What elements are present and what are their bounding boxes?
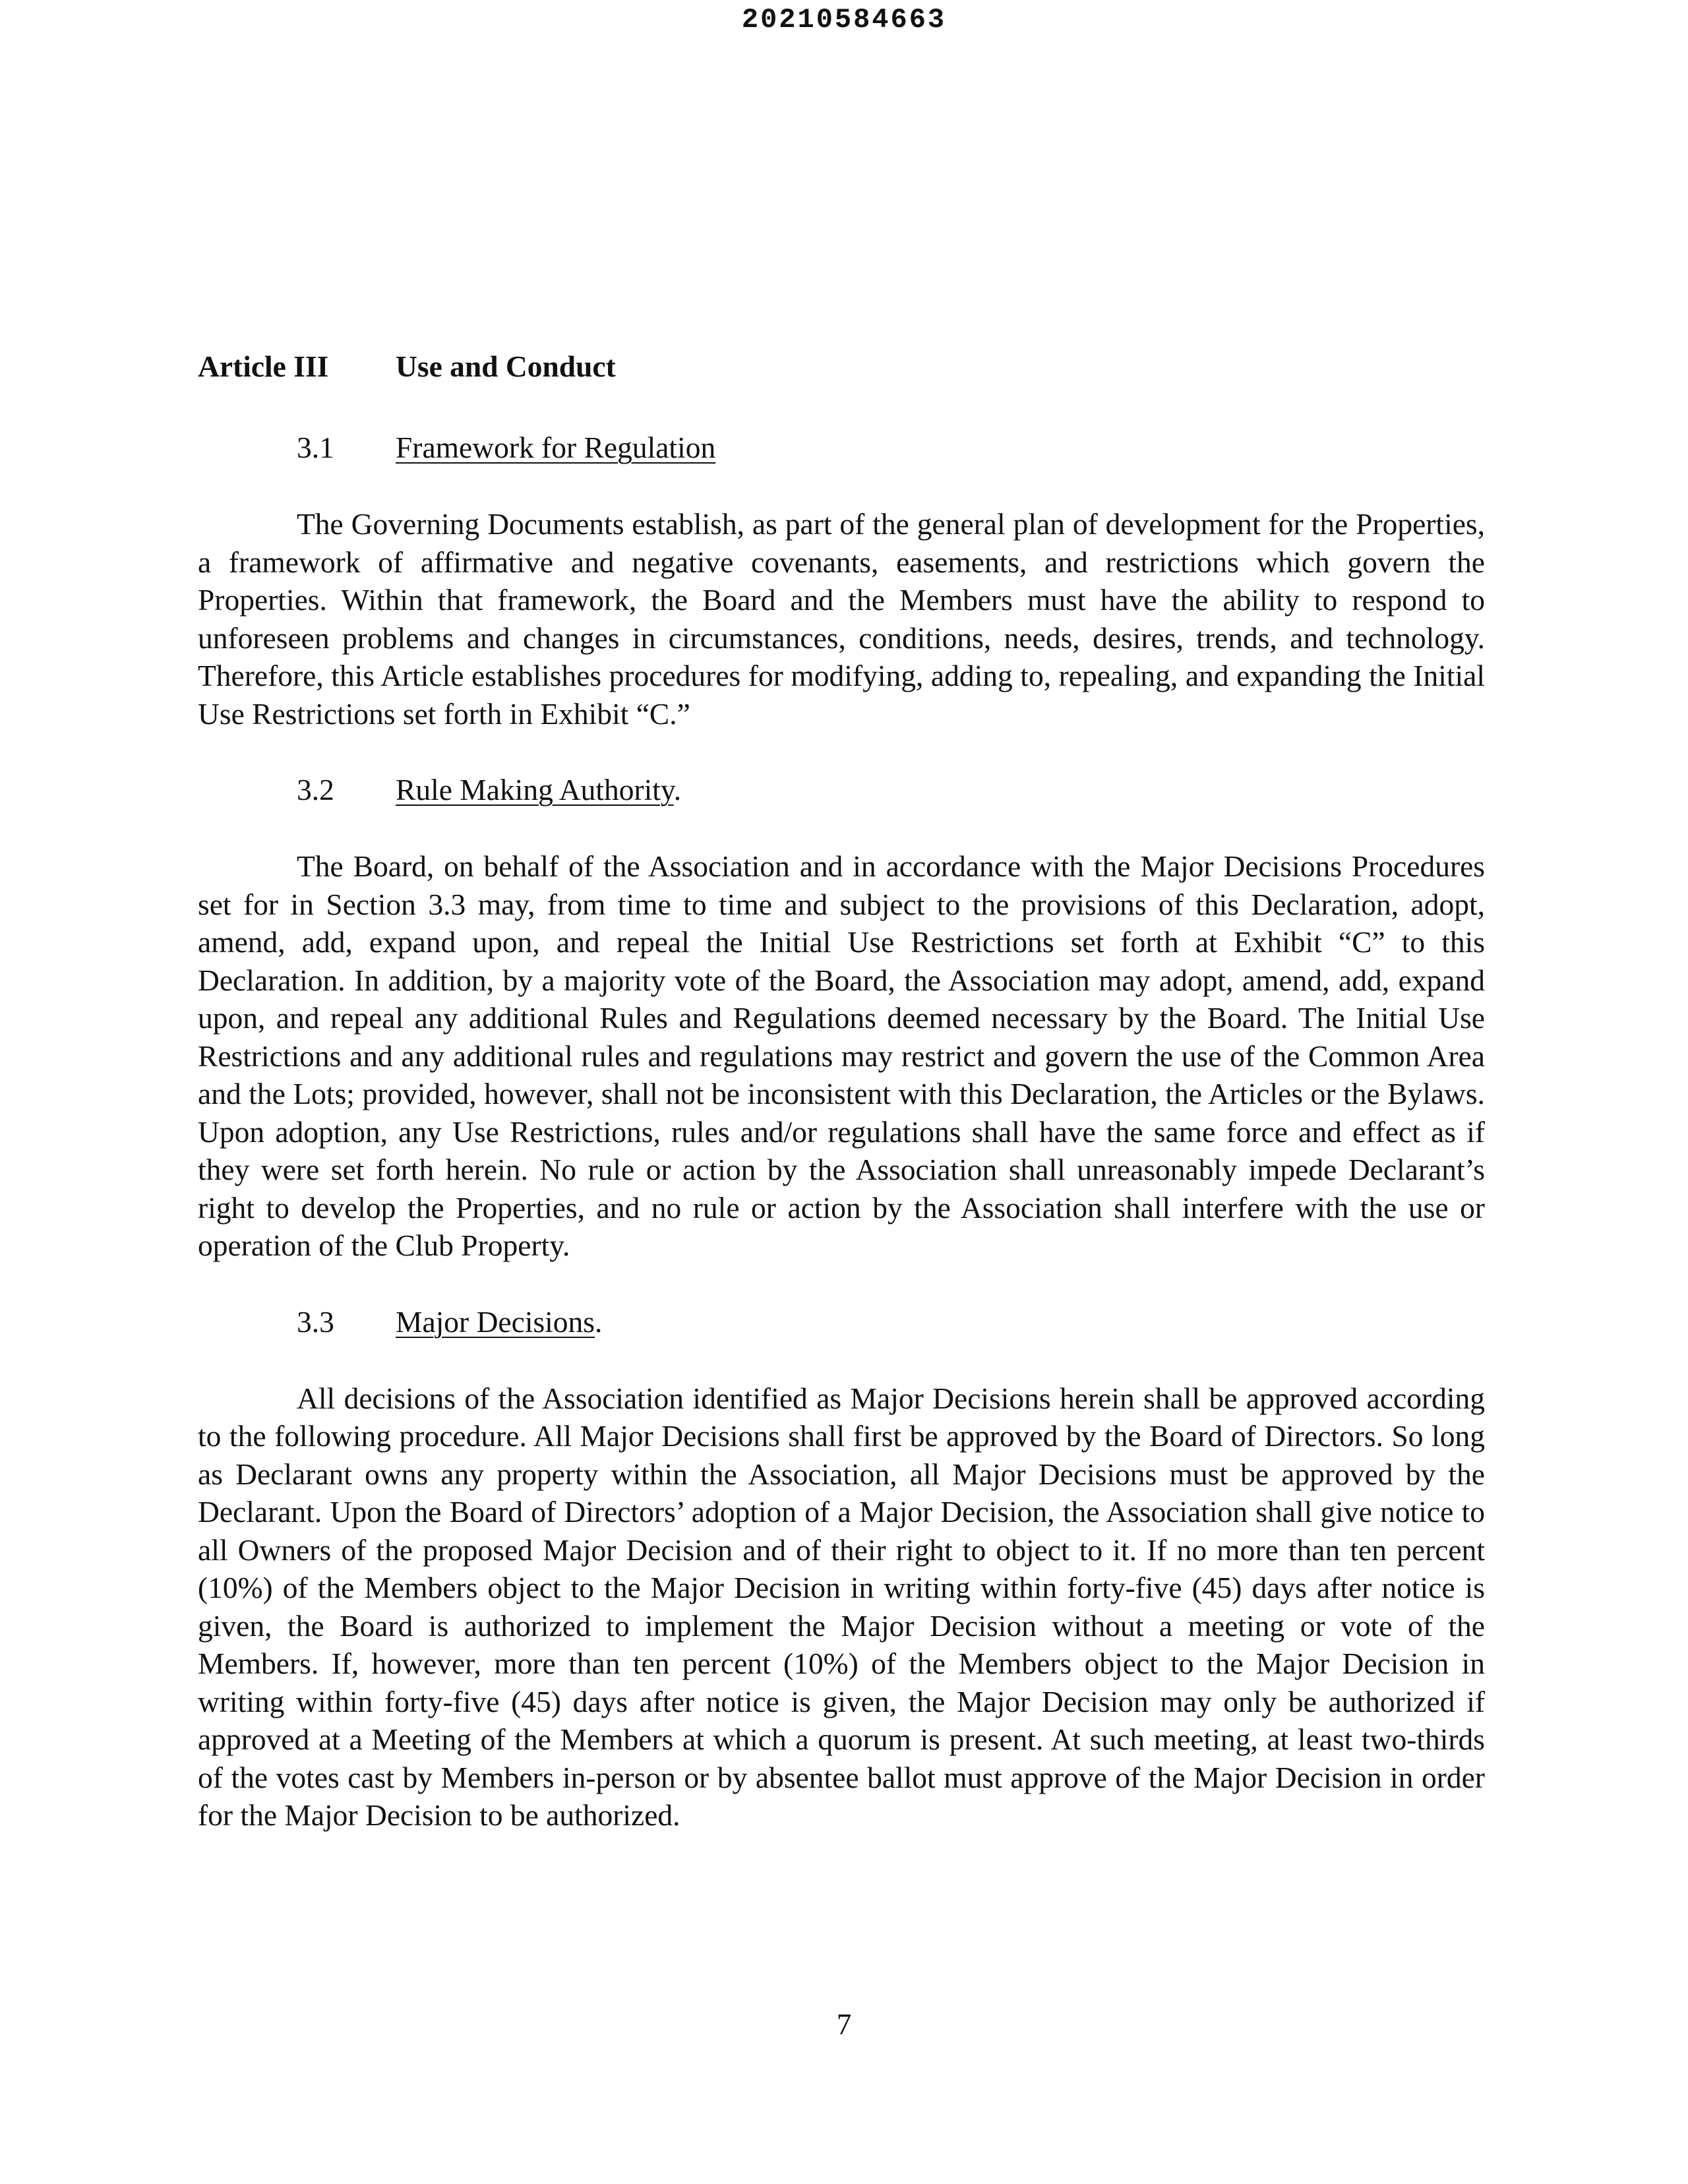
- document-number: 20210584663: [741, 4, 947, 36]
- article-title: Use and Conduct: [396, 349, 616, 383]
- section-number: 3.3: [297, 1304, 334, 1339]
- page-body: [198, 343, 1485, 1872]
- article-heading: [198, 343, 1485, 390]
- section-3-3-paragraph: All decisions of the Association identified as Major Decisions herein shall be approved according to the following procedure. All Major Decisions shall first be approved by the Board of Directors. So long as Declarant owns any property within the Association, all Major Decisions must be approved by the Declarant. Upon the Board of Directors’ adoption of a Major Decision, the Association shall give notice to all Owners of the proposed Major Decision and of their right to object to it. If no more than ten percent (10%) of the Members object to the Major Decision in writing within forty-five (45) days after notice is given, the Board is authorized to implement the Major Decision without a meeting or vote of the Members. If, however, more than ten percent (10%) of the Members object to the Major Decision in writing within forty-five (45) days after notice is given, the Major Decision may only be authorized if approved at a Meeting of the Members at which a quorum is present. At such meeting, at least two-thirds of the votes cast by Members in-person or by absentee ballot must approve of the Major Decision in order for the Major Decision to be authorized.: [198, 1381, 1485, 1832]
- article-number: Article III: [198, 349, 329, 383]
- section-title-suffix: .: [673, 773, 682, 806]
- section-title-suffix: .: [595, 1304, 603, 1339]
- section-title: Rule Making Authority: [396, 773, 674, 806]
- section-heading-3-2: [198, 770, 1485, 810]
- section-3-1-paragraph: The Governing Documents establish, as part of the general plan of development for the Properties, a framework of affirmative and negative covenants, easements, and restrictions which govern the Properties. Within that framework, the Board and the Members must have the ability to respond to unforeseen problems and changes in circumstances, conditions, needs, desires, trends, and technology. Therefore, this Article establishes procedures for modifying, adding to, repealing, and expanding the Initial Use Restrictions set forth in Exhibit “C.”: [198, 507, 1485, 731]
- section-number: 3.1: [297, 431, 334, 464]
- section-number: 3.2: [297, 773, 334, 806]
- section-3-2-paragraph: The Board, on behalf of the Association and in accordance with the Major Decisions Procedures set for in Section 3.3 may, from time to time and subject to the provisions of this Declaration, adopt, amend, add, expand upon, and repeal the Initial Use Restrictions set forth at Exhibit “C” to this Declaration. In addition, by a majority vote of the Board, the Association may adopt, amend, add, expand upon, and repeal any additional Rules and Regulations deemed necessary by the Board. The Initial Use Restrictions and any additional rules and regulations may restrict and govern the use of the Common Area and the Lots; provided, however, shall not be inconsistent with this Declaration, the Articles or the Bylaws. Upon adoption, any Use Restrictions, rules and/or regulations shall have the same force and effect as if they were set forth herein. No rule or action by the Association shall unreasonably impede Declarant’s right to develop the Properties, and no rule or action by the Association shall interfere with the use or operation of the Club Property.: [198, 849, 1485, 1262]
- section-heading-3-1: [198, 428, 1485, 468]
- section-title: Framework for Regulation: [396, 431, 716, 464]
- page-number: 7: [836, 2008, 852, 2041]
- section-heading-3-3: [198, 1302, 1485, 1342]
- section-title: Major Decisions: [396, 1304, 595, 1339]
